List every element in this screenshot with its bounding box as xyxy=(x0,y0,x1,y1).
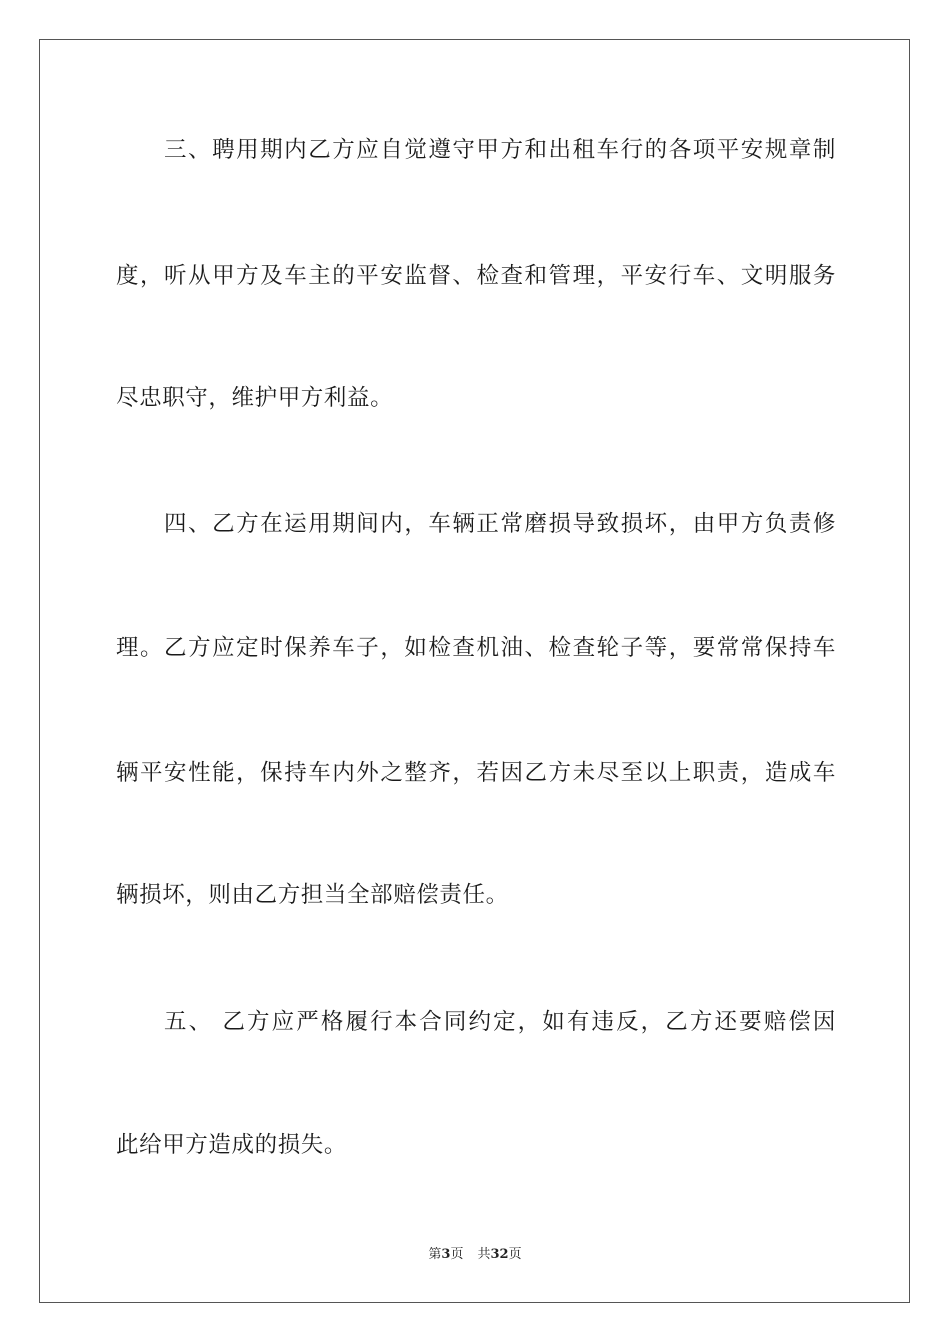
total-suffix: 页 xyxy=(508,1247,522,1262)
paragraph-5-line-2: 此给甲方造成的损失。 xyxy=(116,1132,348,1158)
paragraph-5-line-1: 五、 乙方应严格履行本合同约定，如有违反，乙方还要赔偿因 xyxy=(164,1009,836,1035)
page-prefix: 第 xyxy=(428,1247,442,1262)
paragraph-3-line-3: 尽忠职守，维护甲方利益。 xyxy=(116,385,394,411)
paragraph-4-line-2: 理。乙方应定时保养车子，如检查机油、检查轮子等，要常常保持车 xyxy=(116,635,836,661)
total-pages: 32 xyxy=(490,1247,509,1262)
paragraph-3-line-2: 度，听从甲方及车主的平安监督、检查和管理，平安行车、文明服务 xyxy=(116,263,836,289)
paragraph-4-line-3: 辆平安性能，保持车内外之整齐，若因乙方未尽至以上职责，造成车 xyxy=(116,760,836,786)
page-frame xyxy=(39,39,910,1303)
paragraph-4-line-4: 辆损坏，则由乙方担当全部赔偿责任。 xyxy=(116,882,509,908)
page-suffix: 页 xyxy=(450,1247,464,1262)
paragraph-4-line-1: 四、乙方在运用期间内，车辆正常磨损导致损坏，由甲方负责修 xyxy=(164,511,836,537)
total-prefix: 共 xyxy=(477,1247,491,1262)
paragraph-3-line-1: 三、聘用期内乙方应自觉遵守甲方和出租车行的各项平安规章制 xyxy=(164,137,836,163)
page-footer xyxy=(0,1246,950,1264)
page-number: 3 xyxy=(441,1247,451,1262)
